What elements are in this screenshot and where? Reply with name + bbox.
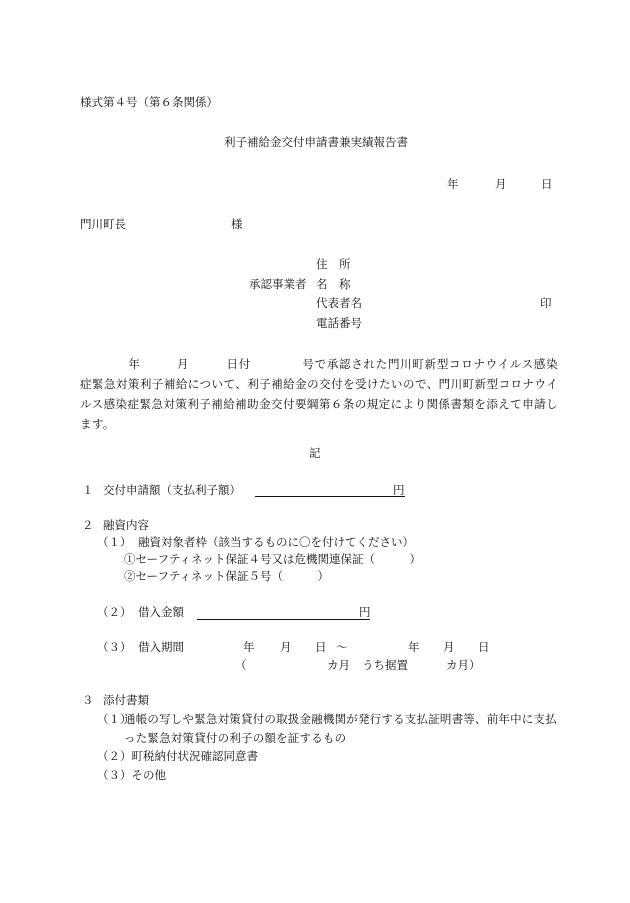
- section2-item1-number: （１）: [97, 535, 132, 549]
- section2-item3-label: 借入期間: [138, 640, 184, 654]
- representative-label: 代表者名: [316, 296, 362, 310]
- section3-number: ３: [82, 693, 94, 707]
- loan-amount-line[interactable]: [197, 619, 370, 620]
- period-end-year: 年: [408, 640, 420, 654]
- attachment2: （２）町税納付状況確認同意書: [97, 749, 258, 763]
- body-month: 月: [176, 357, 190, 371]
- period-tilde: ～: [336, 640, 348, 654]
- application-paragraph: [80, 354, 558, 434]
- period-months-label: カ月: [327, 658, 350, 672]
- section3-label: 添付書類: [103, 693, 149, 707]
- form-number: 様式第４号（第６条関係）: [80, 95, 218, 109]
- applicant-label: 承認事業者: [249, 277, 307, 291]
- date-day-label: 日: [541, 177, 553, 191]
- body-main-text: 号で承認された門川町新型コロナウイルス感染症緊急対策利子補給について、利子補給金の交付を受けたいので、門川町新型コロナウイルス感染症緊急対策利子補給補助金交付要綱第６条の規定により関係書類を添えて申請します。: [80, 357, 558, 431]
- period-end-day: 日: [478, 640, 490, 654]
- attachment3: （３）その他: [97, 768, 166, 782]
- period-paren-open: （: [235, 658, 247, 672]
- period-start-month: 月: [280, 640, 292, 654]
- section2-item2-label: 借入金額: [138, 605, 184, 619]
- section2-item1-label: 融資対象者枠（該当するものに〇を付けてください）: [138, 535, 414, 549]
- date-year-label: 年: [447, 177, 459, 191]
- section1-amount-line[interactable]: [255, 496, 405, 497]
- section2-number: ２: [82, 518, 94, 532]
- body-year: 年: [128, 357, 141, 371]
- seal-mark: 印: [540, 296, 552, 310]
- option2-checkbox[interactable]: ②セーフティネット保証５号（ ）: [124, 569, 330, 583]
- period-start-year: 年: [243, 640, 255, 654]
- section1-number: １: [82, 483, 94, 497]
- period-end-month: 月: [443, 640, 455, 654]
- recipient-name: 門川町長: [80, 217, 126, 231]
- address-label: 住 所: [316, 257, 351, 271]
- grace-label: うち据置: [362, 658, 408, 672]
- section1-label: 交付申請額（支払利子額）: [103, 483, 241, 497]
- section2-item2-unit: 円: [359, 605, 371, 619]
- recipient-honorific: 様: [231, 217, 243, 231]
- section2-label: 融資内容: [103, 518, 149, 532]
- attachment1-text: 通帳の写しや緊急対策貸付の取扱金融機関が発行する支払証明書等、前年中に支払った緊急対策貸付の利子の額を証するもの: [124, 712, 557, 745]
- ki-heading: 記: [309, 446, 321, 460]
- section2-item2-number: （２）: [97, 605, 132, 619]
- period-start-day: 日: [315, 640, 327, 654]
- body-day-suffix: 日付: [226, 357, 252, 371]
- section2-item3-number: （３）: [97, 640, 132, 654]
- date-month-label: 月: [495, 177, 507, 191]
- phone-label: 電話番号: [316, 316, 362, 330]
- option1-checkbox[interactable]: ①セーフティネット保証４号又は危機関連保証（ ）: [124, 552, 422, 566]
- document-title: 利子補給金交付申請書兼実績報告書: [224, 135, 408, 149]
- attachment1-number: （１）: [97, 712, 132, 726]
- company-name-label: 名 称: [316, 277, 351, 291]
- section1-unit: 円: [393, 483, 405, 497]
- grace-months-label: カ月）: [446, 658, 481, 672]
